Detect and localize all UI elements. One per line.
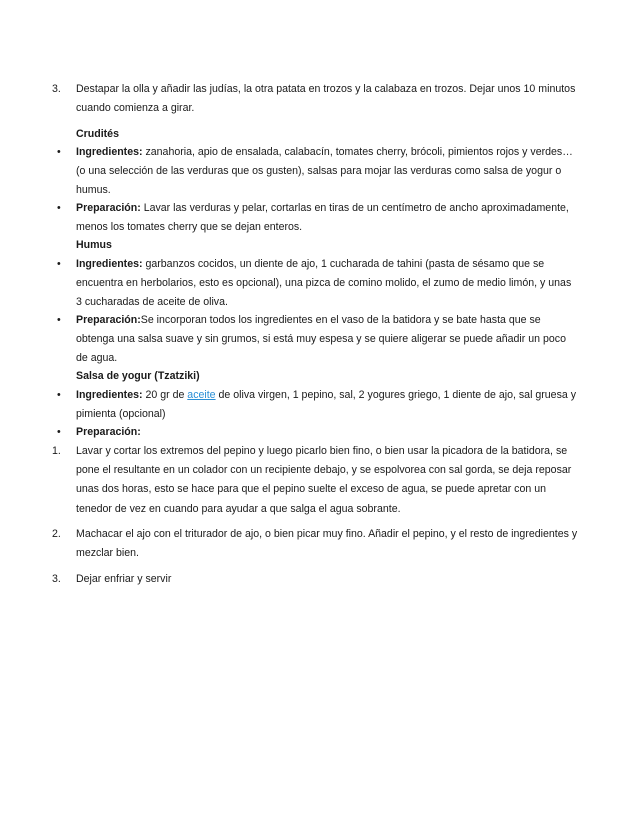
ingredients-text: zanahoria, apio de ensalada, calabacín, tomates cherry, brócoli, pimientos rojos y verdes… (o una selección de las verduras que os gusten), salsas para mojar las verduras como salsa de yogur o humus. (76, 146, 573, 197)
bullet-icon: • (57, 426, 61, 438)
section-title: Humus (76, 239, 112, 251)
crudites-section (52, 125, 578, 144)
label: Ingredientes: (76, 146, 143, 158)
step-text: Destapar la olla y añadir las judías, la otra patata en trozos y la calabaza en trozos. Dejar unos 10 minutos cuando comienza a girar. (76, 83, 576, 115)
tzatziki-step-3 (52, 570, 578, 589)
list-marker: 3. (52, 573, 61, 585)
ingredients-text: garbanzos cocidos, un diente de ajo, 1 cucharada de tahini (pasta de sésamo que se encuentra en herbolarios, esto es opcional), una pizca de comino molido, el zumo de medio limón, y unas 3 cucharadas de aceite de oliva. (76, 258, 572, 309)
crudites-preparation (52, 199, 578, 237)
label: Ingredientes: (76, 258, 143, 270)
preparation-text: Lavar las verduras y pelar, cortarlas en tiras de un centímetro de ancho aproximadamente, menos los tomates cherry que se dejan enteros. (76, 202, 569, 234)
label: Preparación: (76, 314, 141, 326)
list-marker: 1. (52, 445, 61, 457)
ingredients-text: 20 gr de (142, 389, 188, 401)
list-marker: 3. (52, 83, 61, 95)
step-text: Machacar el ajo con el triturador de ajo, o bien picar muy fino. Añadir el pepino, y el resto de ingredientes y mezclar bien. (76, 528, 578, 560)
intro-step-3 (52, 80, 578, 118)
bullet-icon: • (57, 314, 61, 326)
label: Ingredientes: (76, 389, 143, 401)
aceite-link[interactable]: aceite (187, 389, 216, 401)
section-title: Salsa de yogur (Tzatziki) (76, 370, 200, 382)
bullet-icon: • (57, 146, 61, 158)
step-text: Lavar y cortar los extremos del pepino y luego picarlo bien fino, o bien usar la picadora de la batidora, se pone el resultante en un colador con un recipiente debajo, y se espolvorea con sal gorda, se deja reposar unas dos horas, esto se hace para que el pepino suelte el exceso de agua, se puede apretar con un tenedor de vez en cuando para ayudar a que salga el agua sobrante. (76, 445, 572, 515)
tzatziki-step-2 (52, 525, 578, 563)
list-marker: 2. (52, 528, 61, 540)
tzatziki-preparation (52, 423, 578, 442)
humus-section (52, 236, 578, 255)
humus-preparation (52, 311, 578, 369)
bullet-icon: • (57, 389, 61, 401)
label: Preparación: (76, 202, 141, 214)
section-title: Crudités (76, 128, 119, 140)
ingredients-text-rest: de oliva virgen, 1 pepino, sal, 2 yogures griego, 1 diente de ajo, sal gruesa y pimienta (opcional) (76, 389, 576, 421)
humus-ingredients (52, 255, 578, 313)
step-text: Dejar enfriar y servir (76, 573, 172, 585)
crudites-ingredients (52, 143, 578, 201)
preparation-text: Se incorporan todos los ingredientes en el vaso de la batidora y se bate hasta que se obtenga una salsa suave y sin grumos, si está muy espesa y se quiere aligerar se puede añadir un poco de agua. (76, 314, 566, 365)
tzatziki-section (52, 367, 578, 386)
tzatziki-step-1 (52, 442, 578, 519)
bullet-icon: • (57, 202, 61, 214)
bullet-icon: • (57, 258, 61, 270)
tzatziki-ingredients (52, 386, 578, 424)
label: Preparación: (76, 426, 141, 438)
